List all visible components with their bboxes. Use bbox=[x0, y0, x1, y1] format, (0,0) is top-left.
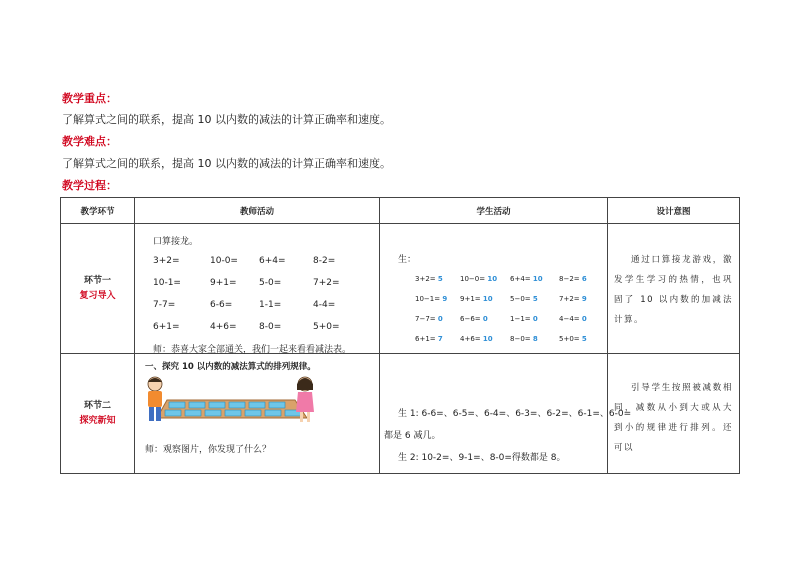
teacher-note: 师：观察图片，你发现了什么？ bbox=[145, 445, 272, 455]
answer: 6 bbox=[581, 275, 587, 283]
answer: 10 bbox=[482, 295, 493, 303]
stage-sub: 探究新知 bbox=[79, 415, 116, 426]
expr: 5−0= bbox=[510, 295, 531, 303]
grid-item: 5+0= bbox=[313, 322, 340, 332]
grid-item: 8-2= bbox=[313, 256, 336, 266]
grid-item: 5-0= bbox=[259, 278, 282, 288]
expr: 8−0= bbox=[510, 335, 531, 343]
design-intent-cell bbox=[608, 224, 740, 354]
grid-item: 4-4= bbox=[313, 300, 336, 310]
grid-item: 9+1= bbox=[210, 278, 237, 288]
answer: 10 bbox=[482, 335, 493, 343]
student-line-3: 生 2: 10-2=、9-1=、8-0=得数都是 8。 bbox=[398, 453, 566, 463]
grid-item: 6+1= bbox=[153, 322, 180, 332]
grid-item: 7-7= bbox=[153, 300, 176, 310]
answer: 9 bbox=[442, 295, 448, 303]
expr: 6+4= bbox=[510, 275, 531, 283]
expr: 6−6= bbox=[460, 315, 481, 323]
expr: 4−4= bbox=[559, 315, 580, 323]
student-label: 生： bbox=[398, 255, 417, 265]
key-point-title: 教学重点： bbox=[62, 92, 117, 105]
answer: 0 bbox=[482, 315, 488, 323]
design-text: 引导学生按照被减数相同，减数从小到大或从大到小的规律进行排列。还可以 bbox=[614, 383, 733, 453]
student-activity-cell bbox=[380, 224, 608, 354]
stage-main: 环节二 bbox=[83, 400, 111, 411]
expr: 5+0= bbox=[559, 335, 580, 343]
header-stage: 教学环节 bbox=[61, 198, 135, 224]
answer: 8 bbox=[532, 335, 538, 343]
stage-main: 环节一 bbox=[83, 275, 111, 286]
stage-sub: 复习导入 bbox=[79, 290, 116, 301]
answer: 0 bbox=[581, 315, 587, 323]
expr: 7+2= bbox=[559, 295, 580, 303]
expr: 4+6= bbox=[460, 335, 481, 343]
expr: 6+1= bbox=[415, 335, 436, 343]
grid-item: 3+2= bbox=[153, 256, 180, 266]
header-student: 学生活动 bbox=[380, 198, 608, 224]
student-line-1: 生 1: 6-6=、6-5=、6-4=、6-3=、6-2=、6-1=、6-0= bbox=[398, 409, 632, 419]
process-title: 教学过程： bbox=[62, 179, 117, 192]
grid-item: 6-6= bbox=[210, 300, 233, 310]
expr: 10−0= bbox=[460, 275, 486, 283]
children-cards-illustration bbox=[145, 374, 315, 436]
grid-item: 1-1= bbox=[259, 300, 282, 310]
grid-item: 7+2= bbox=[313, 278, 340, 288]
grid-item: 4+6= bbox=[210, 322, 237, 332]
expr: 9+1= bbox=[460, 295, 481, 303]
difficulty-title: 教学难点： bbox=[62, 135, 117, 148]
answer: 9 bbox=[581, 295, 587, 303]
answer: 5 bbox=[532, 295, 538, 303]
difficulty-body: 了解算式之间的联系，提高 10 以内数的减法的计算正确率和速度。 bbox=[62, 157, 391, 170]
header-design: 设计意图 bbox=[608, 198, 740, 224]
grid-item: 6+4= bbox=[259, 256, 286, 266]
answer: 5 bbox=[437, 275, 443, 283]
student-activity-cell bbox=[380, 354, 632, 474]
key-point-body: 了解算式之间的联系，提高 10 以内数的减法的计算正确率和速度。 bbox=[62, 113, 391, 126]
stage-cell bbox=[61, 224, 135, 354]
expr: 10−1= bbox=[415, 295, 441, 303]
answer: 10 bbox=[487, 275, 498, 283]
student-line-2: 都是 6 减几。 bbox=[384, 431, 441, 441]
teacher-activity-cell bbox=[135, 224, 380, 354]
answer: 5 bbox=[581, 335, 587, 343]
stage-cell bbox=[61, 354, 135, 474]
expr: 8−2= bbox=[559, 275, 580, 283]
answer: 7 bbox=[437, 335, 443, 343]
expr: 7−7= bbox=[415, 315, 436, 323]
grid-item: 10-1= bbox=[153, 278, 181, 288]
teacher-title: 一、探究 10 以内数的减法算式的排列规律。 bbox=[145, 362, 316, 372]
answer: 10 bbox=[532, 275, 543, 283]
header-teacher: 教师活动 bbox=[135, 198, 380, 224]
teacher-activity-cell bbox=[135, 354, 380, 474]
table-row bbox=[61, 224, 740, 354]
table-header-row bbox=[61, 198, 740, 224]
design-text: 通过口算接龙游戏，激发学生学习的热情，也巩固了 10 以内数的加减法计算。 bbox=[614, 255, 733, 325]
expr: 3+2= bbox=[415, 275, 436, 283]
teacher-title: 口算接龙。 bbox=[153, 237, 199, 247]
teacher-note: 师：恭喜大家全部通关，我们一起来看看减法表。 bbox=[153, 345, 352, 355]
expr: 1−1= bbox=[510, 315, 531, 323]
design-intent-cell bbox=[608, 354, 740, 474]
table-row bbox=[61, 354, 740, 474]
answer: 0 bbox=[532, 315, 538, 323]
grid-item: 8-0= bbox=[259, 322, 282, 332]
lesson-table bbox=[60, 197, 740, 474]
answer: 0 bbox=[437, 315, 443, 323]
grid-item: 10-0= bbox=[210, 256, 238, 266]
